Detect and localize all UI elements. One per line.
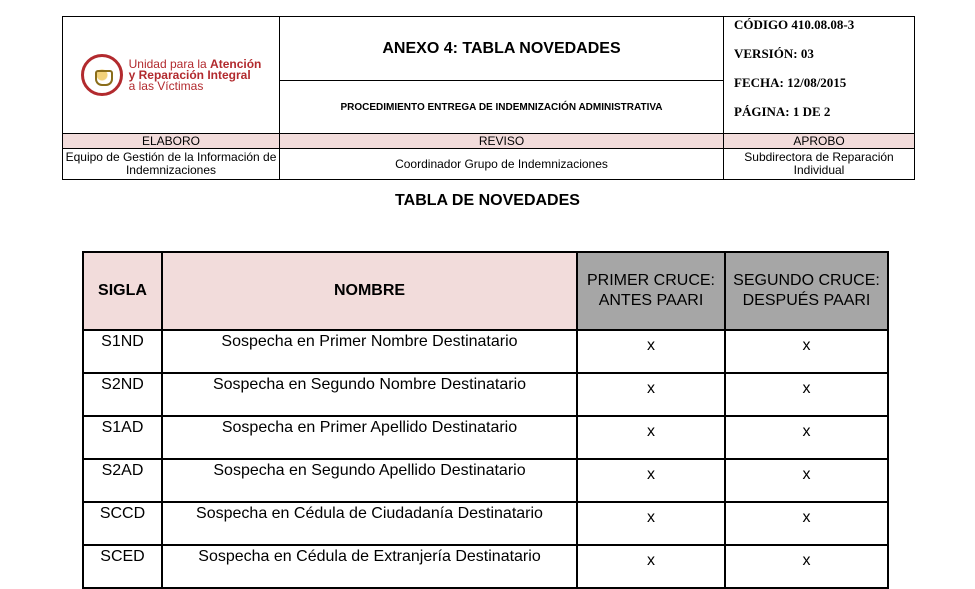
colombia-seal-icon: [81, 54, 123, 96]
header-sigla: SIGLA: [83, 252, 162, 330]
version: VERSIÓN: 03: [734, 46, 814, 61]
sigla-cell: S2AD: [83, 459, 162, 502]
sigla-cell: S2ND: [83, 373, 162, 416]
sigla-cell: S1ND: [83, 330, 162, 373]
header-segundo-cruce: SEGUNDO CRUCE: DESPUÉS PAARI: [725, 252, 888, 330]
novedades-table: [82, 251, 889, 589]
elaboro-label: ELABORO: [63, 134, 280, 149]
aprobo-label: APROBO: [724, 134, 915, 149]
unidad-victimas-logo: [63, 17, 279, 133]
fecha: FECHA: 12/08/2015: [734, 75, 847, 90]
procedure-title: PROCEDIMIENTO ENTREGA DE INDEMNIZACIÓN ADMINISTRATIVA: [280, 81, 724, 134]
primer-cruce-cell: x: [577, 330, 725, 373]
elaboro-value: Equipo de Gestión de la Información de Indemnizaciones: [63, 149, 280, 180]
document-metadata: [724, 17, 915, 134]
reviso-value: Coordinador Grupo de Indemnizaciones: [280, 149, 724, 180]
logo-text: Unidad para la Atención y Reparación Integral a las Víctimas: [128, 56, 262, 93]
nombre-cell: Sospecha en Cédula de Extranjería Destinatario: [162, 545, 577, 588]
primer-cruce-cell: x: [577, 416, 725, 459]
primer-cruce-cell: x: [577, 459, 725, 502]
section-title: TABLA DE NOVEDADES: [395, 192, 580, 209]
nombre-cell: Sospecha en Primer Nombre Destinatario: [162, 330, 577, 373]
nombre-cell: Sospecha en Segundo Nombre Destinatario: [162, 373, 577, 416]
segundo-cruce-cell: x: [725, 459, 888, 502]
nombre-cell: Sospecha en Segundo Apellido Destinatario: [162, 459, 577, 502]
table-row: [83, 330, 888, 373]
sigla-cell: S1AD: [83, 416, 162, 459]
document-header: [62, 16, 915, 180]
codigo: CÓDIGO 410.08.08-3: [734, 17, 855, 32]
sigla-cell: SCCD: [83, 502, 162, 545]
nombre-cell: Sospecha en Cédula de Ciudadanía Destinatario: [162, 502, 577, 545]
segundo-cruce-cell: x: [725, 416, 888, 459]
primer-cruce-cell: x: [577, 373, 725, 416]
segundo-cruce-cell: x: [725, 545, 888, 588]
primer-cruce-cell: x: [577, 502, 725, 545]
header-nombre: NOMBRE: [162, 252, 577, 330]
header-primer-cruce: PRIMER CRUCE: ANTES PAARI: [577, 252, 725, 330]
nombre-cell: Sospecha en Primer Apellido Destinatario: [162, 416, 577, 459]
aprobo-value: Subdirectora de Reparación Individual: [724, 149, 915, 180]
segundo-cruce-cell: x: [725, 502, 888, 545]
table-row: [83, 373, 888, 416]
sigla-cell: SCED: [83, 545, 162, 588]
primer-cruce-cell: x: [577, 545, 725, 588]
annex-title: ANEXO 4: TABLA NOVEDADES: [280, 17, 724, 81]
pagina: PÁGINA: 1 DE 2: [734, 104, 831, 119]
segundo-cruce-cell: x: [725, 373, 888, 416]
reviso-label: REVISO: [280, 134, 724, 149]
table-row: [83, 416, 888, 459]
logo-cell: [63, 17, 280, 134]
segundo-cruce-cell: x: [725, 330, 888, 373]
table-row: [83, 502, 888, 545]
table-row: [83, 459, 888, 502]
